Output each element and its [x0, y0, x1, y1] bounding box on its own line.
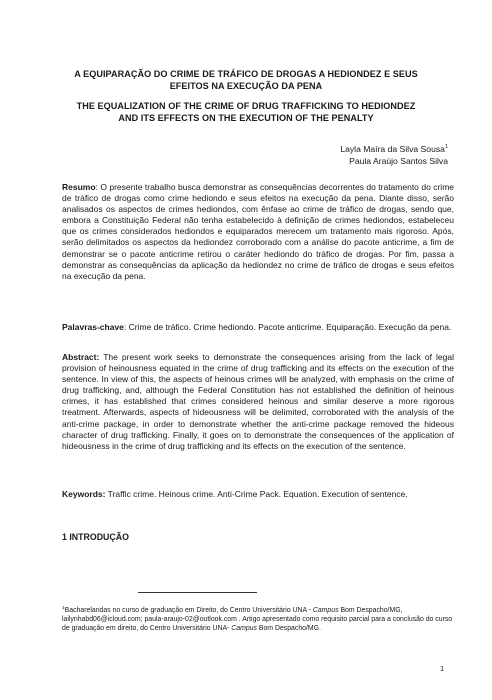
footnote-campus-1: Campus: [312, 607, 339, 614]
authors-block: [340, 142, 448, 167]
footnote-campus-2: Campus: [231, 625, 257, 633]
title-portuguese-line-2: EFEITOS NA EXECUÇÃO DA PENA: [169, 81, 323, 91]
footnote: [62, 604, 454, 634]
author-1: [340, 142, 448, 156]
title-portuguese-line-1: A EQUIPARAÇÃO DO CRIME DE TRÁFICO DE DROGAS A HEDIONDEZ E SEUS: [74, 69, 418, 79]
abstract-label: Abstract:: [62, 352, 100, 362]
resumo-label: Resumo: [62, 182, 96, 192]
footnote-divider: [138, 592, 257, 593]
keywords-label: Keywords:: [62, 489, 106, 499]
title-english-line-1: THE EQUALIZATION OF THE CRIME OF DRUG TRAFFICKING TO HEDIONDEZ: [76, 101, 416, 111]
palavras-chave-text: : Crime de tráfico. Crime hediondo. Pacote anticrime. Equiparação. Execução da pena.: [123, 322, 452, 332]
author-2: Paula Araújo Santos Silva: [349, 155, 448, 166]
author-1-footnote-mark: 1: [444, 144, 448, 150]
abstract-paragraph: [62, 352, 454, 452]
keywords-paragraph: [62, 489, 454, 500]
palavras-chave-label: Palavras-chave: [62, 322, 124, 332]
resumo-paragraph: [62, 182, 454, 282]
footnote-mark: 1: [62, 606, 65, 611]
page-number: 1: [440, 664, 445, 673]
title-portuguese: [62, 68, 430, 92]
keywords-text: Traffic crime. Heinous crime. Anti-Crime Pack. Equation. Execution of sentence.: [105, 489, 408, 499]
palavras-chave-paragraph: [62, 322, 454, 333]
title-english-line-2: AND ITS EFFECTS ON THE EXECUTION OF THE PENALTY: [118, 113, 374, 123]
title-english: [62, 100, 430, 124]
section-heading-introducao: 1 INTRODUÇÃO: [62, 532, 129, 542]
footnote-text-1: Bacharelandas no curso de graduação em Direito, do Centro Universitário UNA -: [64, 607, 313, 614]
footnote-text-3: Bom Despacho/MG.: [256, 625, 321, 633]
resumo-text: : O presente trabalho busca demonstrar as consequências decorrentes do tratamento do crime de tráfico de drogas como crime hediondo e seus efeitos na execução da pena. Diante disso, serão analisados os aspectos de crimes hediondos, com ênfase ao crime de tráfico de drogas, sendo que, embora a Constituição Federal não tenha estabelecido à definição de crimes hediondos, estabeleceu que os crimes considerados hediondos e equiparados merecem um tratamento mais rigoroso. Após, serão delimitados os aspectos da hediondez corroborado com a análise do pacote anticrime, a fim de demonstrar se o pacote anticrime retirou o caráter hediondo do tráfico de drogas. Por fim, passa a demonstrar as consequências da aplicação da hediondez no crime de tráfico de drogas e seus efeitos na execução da pena.: [62, 182, 454, 281]
footnote-text-2: Bom Despacho/MG, lailynhabd06@icloud.com; paula-araujo-02@outlook.com . Artigo apresentado como requisito parcial para a conclusão do curso de graduação em direito, do Centro Universitário UNA-: [62, 607, 453, 633]
author-1-name: Layla Maíra da Silva Sousa: [340, 144, 445, 154]
abstract-text: The present work seeks to demonstrate the consequences arising from the lack of legal provision of heinousness equated in the crime of drug trafficking and its effects on the execution of the sentence. In view of this, the aspects of heinous crimes will be analyzed, with emphasis on the crime of drug trafficking, and, although the Federal Constitution has not established the definition of heinous crimes, it has established that crimes considered heinous and similar deserve a more rigorous treatment. Afterwards, aspects of hideousness will be delimited, corroborated with the analysis of the anti-crime package, in order to demonstrate whether the anti-crime package removed the hideous character of drug trafficking. Finally, it goes on to demonstrate the consequences of the application of hideousness in the crime of drug trafficking and its effects on the execution of the sentence.: [62, 352, 454, 451]
